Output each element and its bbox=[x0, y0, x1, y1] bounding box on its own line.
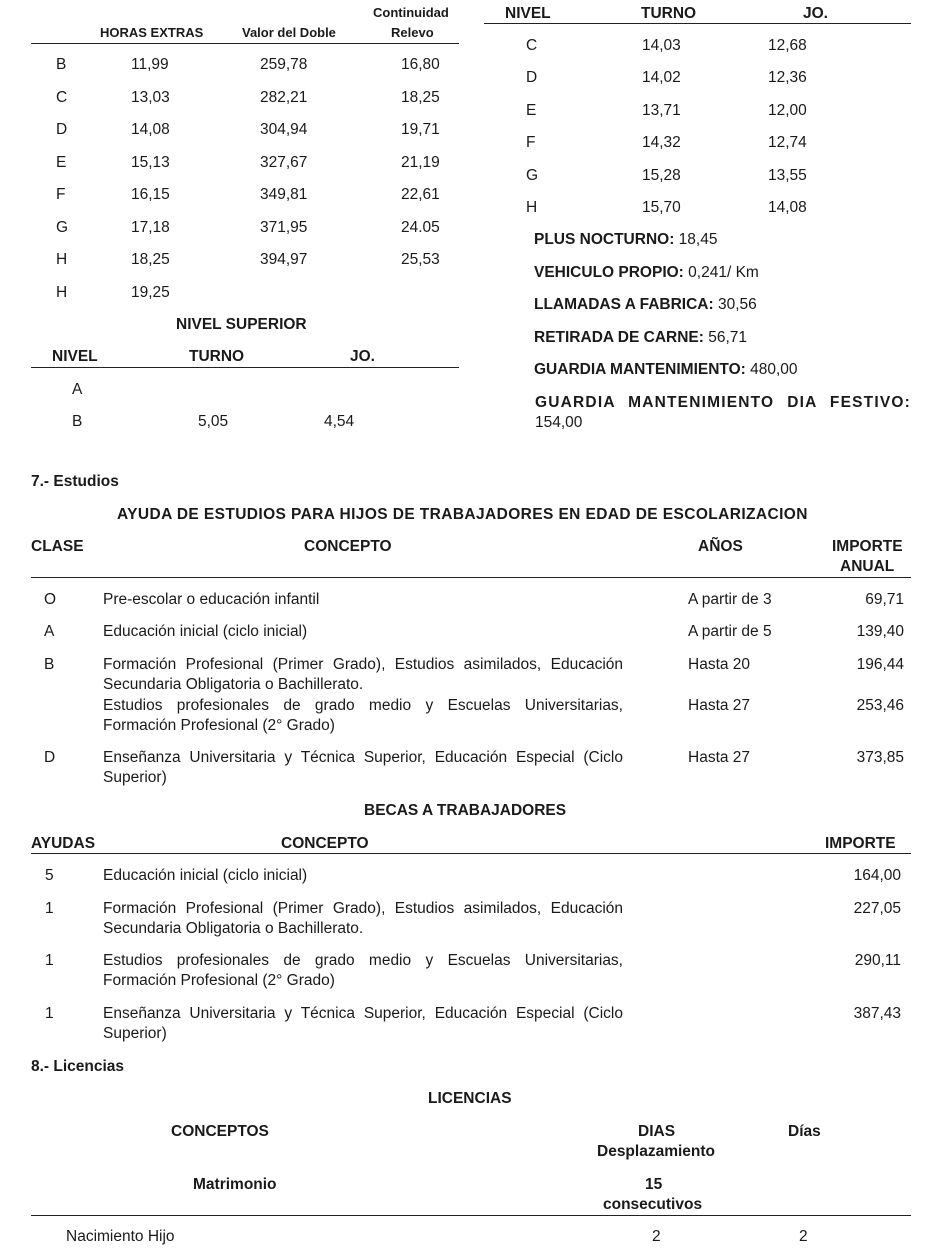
tr-row-jo: 12,68 bbox=[768, 37, 807, 54]
tl-row-cont: 21,19 bbox=[401, 153, 440, 171]
ns-row-b-nivel: B bbox=[72, 413, 83, 430]
tl-row-cont: 19,71 bbox=[401, 121, 440, 138]
beca-row-importe: 164,00 bbox=[853, 867, 901, 884]
tl-row-horas: 14,08 bbox=[131, 121, 170, 138]
tl-row-cont: 24.05 bbox=[401, 218, 440, 236]
tl-row-nivel: G bbox=[56, 218, 69, 236]
tl-row-horas: 17,18 bbox=[131, 218, 170, 236]
tl-row-cont: 18,25 bbox=[401, 88, 440, 106]
tl-row-valor: 394,97 bbox=[260, 251, 308, 268]
matrimonio-value: 15 bbox=[645, 1176, 663, 1193]
tl-row-valor: 349,81 bbox=[260, 186, 308, 203]
tl-row-valor: 259,78 bbox=[260, 56, 308, 73]
becas-title: BECAS A TRABAJADORES bbox=[364, 802, 567, 819]
estudio-row-anos: Hasta 20 bbox=[688, 656, 751, 673]
tr-row-turno: 14,02 bbox=[642, 69, 681, 87]
plus-value: 18,45 bbox=[674, 231, 718, 248]
tl-row-cont: 22,61 bbox=[401, 186, 440, 203]
tl-row-valor: 304,94 bbox=[260, 121, 308, 138]
plus-line bbox=[534, 264, 759, 282]
estudio-row-clase: B bbox=[44, 656, 55, 673]
estudio-row-concepto: Formación Profesional (Primer Grado), Estudios asimilados, Educación Secundaria Obligatoria o Bachillerato. bbox=[103, 656, 623, 693]
estudio-row-anos: A partir de 3 bbox=[688, 591, 772, 608]
tr-row-jo: 13,55 bbox=[768, 166, 807, 184]
estudio-row-clase: O bbox=[44, 591, 57, 608]
estudio-row-importe: 253,46 bbox=[856, 697, 904, 714]
beca-row-importe: 227,05 bbox=[853, 900, 901, 917]
plus-label: RETIRADA DE CARNE: bbox=[534, 328, 704, 346]
estudio-row-importe: 139,40 bbox=[856, 623, 904, 640]
header-valor-doble: Valor del Doble bbox=[242, 25, 336, 40]
section-title-licencias: 8.- Licencias bbox=[31, 1058, 125, 1075]
tl-row-valor: 371,95 bbox=[260, 218, 308, 236]
tl-row-nivel: H bbox=[56, 283, 68, 301]
tr-row-jo: 14,08 bbox=[768, 199, 807, 216]
header-desplazamiento: Desplazamiento bbox=[597, 1143, 716, 1160]
estudio-row-concepto: Pre-escolar o educación infantil bbox=[103, 591, 320, 608]
beca-row-concepto: Educación inicial (ciclo inicial) bbox=[103, 867, 308, 884]
tr-row-nivel: E bbox=[526, 101, 537, 119]
header-concepto: CONCEPTO bbox=[281, 835, 369, 852]
estudio-row-anos: Hasta 27 bbox=[688, 749, 751, 766]
divider bbox=[31, 577, 911, 578]
estudio-row-importe: 69,71 bbox=[865, 591, 904, 608]
estudio-row-concepto: Estudios profesionales de grado medio y Escuelas Universitarias, Formación Profesional (2° Grado) bbox=[103, 697, 623, 734]
beca-row-concepto: Estudios profesionales de grado medio y Escuelas Universitarias, Formación Profesional (2° Grado) bbox=[103, 952, 623, 989]
licencias-title: LICENCIAS bbox=[428, 1090, 512, 1107]
matrimonio-label: Matrimonio bbox=[193, 1176, 277, 1193]
divider bbox=[31, 367, 459, 368]
header-clase: CLASE bbox=[31, 538, 84, 555]
tr-row-jo: 12,74 bbox=[768, 134, 807, 152]
festivo-value: 154,00 bbox=[535, 414, 583, 431]
header-anos: AÑOS bbox=[698, 538, 743, 555]
header-horas-extras: HORAS EXTRAS bbox=[100, 25, 204, 40]
estudio-row-importe: 196,44 bbox=[856, 656, 904, 673]
tl-row-cont: 16,80 bbox=[401, 56, 440, 73]
tl-row-horas: 16,15 bbox=[131, 186, 170, 203]
plus-label: VEHICULO PROPIO: bbox=[534, 263, 684, 281]
header-jo: JO. bbox=[803, 5, 828, 22]
header-conceptos: CONCEPTOS bbox=[171, 1123, 269, 1140]
header-anual: ANUAL bbox=[840, 558, 895, 575]
tl-row-horas: 15,13 bbox=[131, 153, 170, 171]
divider bbox=[31, 1215, 911, 1216]
header-concepto: CONCEPTO bbox=[304, 538, 392, 555]
tr-row-turno: 15,28 bbox=[642, 166, 681, 184]
header-jo: JO. bbox=[350, 348, 375, 365]
beca-row-ayudas: 1 bbox=[45, 952, 54, 969]
tr-row-nivel: C bbox=[526, 37, 538, 54]
tl-row-nivel: F bbox=[56, 186, 66, 203]
tr-row-nivel: D bbox=[526, 69, 538, 87]
header-importe: IMPORTE bbox=[825, 835, 896, 852]
tl-row-horas: 11,99 bbox=[131, 56, 169, 73]
tl-row-nivel: C bbox=[56, 88, 68, 106]
estudio-row-anos: A partir de 5 bbox=[688, 623, 772, 640]
tr-row-turno: 15,70 bbox=[642, 199, 681, 216]
tr-row-jo: 12,36 bbox=[768, 69, 807, 87]
plus-value: 56,71 bbox=[703, 328, 748, 346]
plus-value: 30,56 bbox=[713, 296, 757, 313]
plus-line bbox=[534, 329, 747, 347]
tr-row-turno: 13,71 bbox=[642, 101, 681, 119]
tl-row-nivel: H bbox=[56, 251, 68, 268]
matrimonio-value-unit: consecutivos bbox=[603, 1196, 703, 1213]
header-ayudas: AYUDAS bbox=[31, 835, 96, 852]
tr-row-turno: 14,03 bbox=[642, 37, 681, 54]
tl-row-horas: 18,25 bbox=[131, 251, 170, 268]
divider bbox=[484, 23, 911, 24]
estudio-row-anos: Hasta 27 bbox=[688, 697, 751, 714]
tr-row-nivel: G bbox=[526, 166, 539, 184]
beca-row-concepto: Formación Profesional (Primer Grado), Estudios asimilados, Educación Secundaria Obligatoria o Bachillerato. bbox=[103, 900, 623, 937]
beca-row-ayudas: 1 bbox=[45, 1005, 54, 1022]
tl-row-horas: 19,25 bbox=[131, 283, 170, 301]
festivo-label: GUARDIA MANTENIMIENTO DIA FESTIVO: bbox=[535, 394, 911, 411]
plus-line bbox=[534, 231, 717, 249]
tl-row-horas: 13,03 bbox=[131, 88, 170, 106]
tr-row-nivel: F bbox=[526, 134, 536, 152]
estudio-row-clase: D bbox=[44, 749, 56, 766]
estudio-row-concepto: Educación inicial (ciclo inicial) bbox=[103, 623, 308, 640]
plus-value: 480,00 bbox=[745, 361, 798, 378]
licencia-row-concepto: Nacimiento Hijo bbox=[66, 1228, 175, 1245]
header-continuidad: Continuidad bbox=[373, 5, 449, 20]
tl-row-nivel: E bbox=[56, 153, 67, 171]
estudio-row-importe: 373,85 bbox=[856, 749, 904, 766]
estudio-row-concepto: Enseñanza Universitaria y Técnica Superior, Educación Especial (Ciclo Superior) bbox=[103, 749, 623, 786]
tr-row-turno: 14,32 bbox=[642, 134, 681, 152]
licencia-row-dias: 2 bbox=[652, 1228, 661, 1245]
beca-row-importe: 387,43 bbox=[853, 1005, 901, 1022]
ns-row-a-nivel: A bbox=[72, 381, 83, 398]
plus-label: LLAMADAS A FABRICA: bbox=[534, 296, 714, 313]
tr-row-nivel: H bbox=[526, 199, 538, 216]
estudios-table-title: AYUDA DE ESTUDIOS PARA HIJOS DE TRABAJADORES EN EDAD DE ESCOLARIZACION bbox=[117, 506, 808, 523]
tl-row-nivel: D bbox=[56, 121, 68, 138]
tl-row-cont: 25,53 bbox=[401, 251, 440, 268]
plus-line bbox=[534, 361, 798, 379]
beca-row-ayudas: 5 bbox=[45, 867, 54, 884]
nivel-superior-title: NIVEL SUPERIOR bbox=[176, 316, 307, 333]
tl-row-valor: 327,67 bbox=[260, 153, 308, 171]
tl-row-valor: 282,21 bbox=[260, 88, 308, 106]
plus-label: PLUS NOCTURNO: bbox=[534, 231, 675, 248]
header-relevo: Relevo bbox=[391, 25, 434, 40]
header-nivel: NIVEL bbox=[52, 348, 98, 365]
plus-value: 0,241/ Km bbox=[683, 263, 759, 281]
beca-row-ayudas: 1 bbox=[45, 900, 54, 917]
header-turno: TURNO bbox=[189, 348, 245, 365]
section-title-estudios: 7.- Estudios bbox=[31, 473, 119, 490]
plus-label: GUARDIA MANTENIMIENTO: bbox=[534, 361, 746, 378]
header-importe: IMPORTE bbox=[832, 538, 903, 555]
header-nivel: NIVEL bbox=[505, 5, 551, 22]
beca-row-concepto: Enseñanza Universitaria y Técnica Superior, Educación Especial (Ciclo Superior) bbox=[103, 1005, 623, 1042]
beca-row-importe: 290,11 bbox=[854, 952, 901, 969]
header-dias: DIAS bbox=[638, 1123, 676, 1140]
tl-row-nivel: B bbox=[56, 56, 67, 73]
ns-row-b-turno: 5,05 bbox=[198, 413, 229, 430]
plus-line bbox=[534, 296, 757, 314]
header-turno: TURNO bbox=[641, 5, 697, 22]
licencia-row-dias-b: 2 bbox=[799, 1228, 808, 1245]
estudio-row-clase: A bbox=[44, 623, 55, 640]
divider bbox=[31, 43, 459, 44]
divider bbox=[31, 853, 911, 854]
header-dias-b: Días bbox=[788, 1123, 821, 1140]
tr-row-jo: 12,00 bbox=[768, 101, 807, 119]
ns-row-b-jo: 4,54 bbox=[324, 413, 355, 430]
